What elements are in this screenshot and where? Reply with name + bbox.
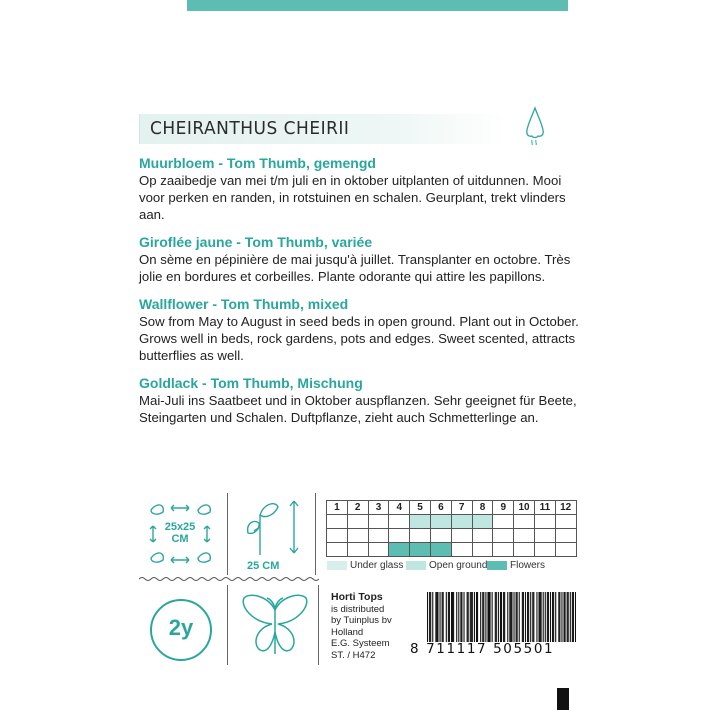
barcode-bar — [488, 592, 489, 642]
section-german — [139, 375, 579, 426]
distributor-brand: Horti Tops — [331, 591, 383, 603]
barcode-bar — [532, 592, 533, 642]
calendar-cell — [430, 529, 451, 543]
barcode-bar — [573, 592, 574, 642]
spacing-unit: CM — [171, 533, 189, 545]
calendar-month: 12 — [555, 501, 576, 515]
distributor-line: is distributed — [331, 603, 385, 615]
barcode-bar — [536, 592, 537, 642]
legend-label: Open ground — [429, 560, 488, 571]
calendar-cell — [493, 515, 514, 529]
barcode-bar — [545, 592, 546, 642]
legend-swatch — [487, 561, 507, 570]
calendar-cell — [472, 515, 493, 529]
barcode-bar — [530, 592, 531, 642]
barcode-bar — [561, 592, 562, 642]
calendar-cell — [451, 515, 472, 529]
barcode-bar — [492, 592, 493, 642]
barcode-bar — [448, 592, 449, 642]
barcode-bar — [501, 592, 502, 642]
section-text-line: jolie en bordures et corbeilles. Plante odorante qui attire les papillons. — [139, 269, 546, 284]
barcode-bar — [572, 592, 573, 642]
top-accent-band — [187, 0, 568, 11]
calendar-cell — [410, 515, 431, 529]
section-text-line: Sow from May to August in seed beds in open ground. Plant out in October. — [139, 314, 579, 329]
barcode-bar — [565, 592, 566, 642]
calendar-cell — [327, 515, 348, 529]
section-text-line: Grows well in beds, rock gardens, pots and edges. Sweet scented, attracts — [139, 331, 576, 346]
legend-open-ground — [406, 560, 487, 571]
barcode-bar — [533, 592, 534, 642]
distributor-line: Holland — [331, 626, 364, 638]
calendar-cell — [389, 543, 410, 557]
barcode-bars — [427, 592, 576, 642]
section-text-line: voor perken en randen, in rotstuinen en schalen. Geurplant, trekt vlinders — [139, 190, 566, 205]
section-text-line: Mai-Juli ins Saatbeet und in Oktober auspflanzen. Sehr geeignet für Beete, — [139, 393, 577, 408]
barcode-bar — [430, 592, 431, 642]
section-title: Wallflower - Tom Thumb, mixed — [139, 296, 349, 312]
calendar-cell — [472, 543, 493, 557]
calendar-cell — [555, 515, 576, 529]
calendar-month: 10 — [514, 501, 535, 515]
calendar-cell — [514, 529, 535, 543]
barcode-bar — [500, 592, 501, 642]
barcode-bar — [510, 592, 511, 642]
barcode-bar — [485, 592, 486, 642]
barcode-bar — [440, 592, 441, 642]
calendar-cell — [493, 529, 514, 543]
section-dutch — [139, 155, 579, 223]
calendar-row — [327, 543, 577, 557]
barcode-bar — [558, 592, 559, 642]
barcode-bar — [543, 592, 544, 642]
barcode-bar — [507, 592, 508, 642]
barcode-bar — [436, 592, 437, 642]
barcode-bar — [552, 592, 553, 642]
calendar-month: 4 — [389, 501, 410, 515]
sowing-depth-icon — [244, 497, 304, 559]
legend-swatch — [406, 561, 426, 570]
barcode-bar — [487, 592, 488, 642]
barcode-number: 8 711117 505501 — [410, 641, 555, 657]
calendar-cell — [410, 543, 431, 557]
lifecycle-label: 2y — [168, 615, 194, 640]
calendar-cell — [327, 543, 348, 557]
barcode-bar — [437, 592, 438, 642]
barcode-bar — [460, 592, 461, 642]
section-french — [139, 234, 579, 285]
sowing-depth-label: 25 CM — [247, 560, 280, 572]
barcode-bar — [443, 592, 444, 642]
barcode-bar — [519, 592, 520, 642]
barcode-bar — [567, 592, 568, 642]
barcode-bar — [525, 592, 526, 642]
section-text-line: butterflies as well. — [139, 348, 244, 363]
calendar-cell — [472, 529, 493, 543]
barcode-bar — [504, 592, 505, 642]
barcode-bar — [541, 592, 542, 642]
barcode-bar — [550, 592, 551, 642]
section-text-line: Steingarten und Schalen. Duftpflanze, zieht auch Schmetterlinge an. — [139, 410, 539, 425]
barcode-bar — [435, 592, 436, 642]
latin-name-banner — [139, 114, 506, 144]
barcode-bar — [468, 592, 469, 642]
calendar-row — [327, 515, 577, 529]
calendar-month: 3 — [368, 501, 389, 515]
barcode-bar — [528, 592, 529, 642]
barcode-bar — [476, 592, 477, 642]
distributor-info — [331, 592, 392, 661]
barcode-bar — [540, 592, 541, 642]
barcode-bar — [477, 592, 478, 642]
barcode-bar — [483, 592, 484, 642]
calendar-cell — [347, 529, 368, 543]
calendar-cell — [493, 543, 514, 557]
divider-vertical — [318, 585, 319, 665]
barcode-bar — [503, 592, 504, 642]
calendar-cell — [368, 543, 389, 557]
barcode-bar — [480, 592, 481, 642]
legend-flowers — [487, 560, 545, 571]
print-register-mark — [557, 688, 569, 710]
barcode-bar — [568, 592, 569, 642]
calendar-cell — [514, 543, 535, 557]
plant-spacing-label — [160, 521, 200, 545]
barcode-bar — [509, 592, 510, 642]
barcode-bar — [495, 592, 496, 642]
calendar-month: 8 — [472, 501, 493, 515]
divider-vertical — [227, 493, 228, 575]
sowing-calendar — [326, 500, 577, 557]
barcode-bar — [523, 592, 524, 642]
barcode-bar — [547, 592, 548, 642]
barcode-bar — [559, 592, 560, 642]
wavy-divider — [139, 576, 319, 582]
calendar-cell — [555, 529, 576, 543]
legend-label: Under glass — [350, 560, 404, 571]
barcode-bar — [446, 592, 447, 642]
latin-name: CHEIRANTHUS CHEIRII — [150, 118, 350, 140]
barcode-bar — [451, 592, 452, 642]
calendar-cell — [514, 515, 535, 529]
section-title: Goldlack - Tom Thumb, Mischung — [139, 375, 363, 391]
barcode-bar — [467, 592, 468, 642]
divider-vertical — [315, 493, 316, 575]
calendar-cell — [451, 529, 472, 543]
calendar-cell — [410, 529, 431, 543]
barcode-bar — [429, 592, 430, 642]
barcode-bar — [496, 592, 497, 642]
barcode-bar — [461, 592, 462, 642]
calendar-row — [327, 529, 577, 543]
distributor-line: ST. / H472 — [331, 649, 376, 661]
calendar-months-row — [327, 501, 577, 515]
barcode-bar — [517, 592, 518, 642]
barcode-bar — [449, 592, 450, 642]
calendar-month: 7 — [451, 501, 472, 515]
lifecycle-badge — [150, 599, 212, 661]
barcode-bar — [516, 592, 517, 642]
section-text-line: Op zaaibedje van mei t/m juli en in oktober uitplanten of uitdunnen. Mooi — [139, 173, 562, 188]
calendar-cell — [451, 543, 472, 557]
calendar-cell — [534, 515, 555, 529]
spacing-value: 25x25 — [164, 521, 196, 533]
barcode-bar — [553, 592, 554, 642]
calendar-cell — [534, 529, 555, 543]
legend-under-glass — [327, 560, 403, 571]
barcode-bar — [575, 592, 576, 642]
barcode-bar — [432, 592, 433, 642]
calendar-cell — [389, 529, 410, 543]
section-title: Giroflée jaune - Tom Thumb, variée — [139, 234, 373, 250]
barcode-bar — [474, 592, 475, 642]
barcode-bar — [513, 592, 514, 642]
calendar-cell — [555, 543, 576, 557]
barcode-bar — [470, 592, 471, 642]
barcode-bar — [570, 592, 571, 642]
barcode-bar — [458, 592, 459, 642]
calendar-cell — [368, 515, 389, 529]
divider-vertical — [227, 585, 228, 665]
calendar-cell — [347, 515, 368, 529]
barcode-bar — [472, 592, 473, 642]
calendar-cell — [389, 515, 410, 529]
barcode-bar — [463, 592, 464, 642]
barcode-bar — [527, 592, 528, 642]
calendar-month: 9 — [493, 501, 514, 515]
barcode-bar — [548, 592, 549, 642]
calendar-month: 11 — [534, 501, 555, 515]
section-english — [139, 296, 579, 364]
barcode-bar — [452, 592, 453, 642]
barcode-bar — [564, 592, 565, 642]
barcode-bar — [456, 592, 457, 642]
calendar-month: 5 — [410, 501, 431, 515]
barcode-bar — [538, 592, 539, 642]
barcode-bar — [555, 592, 556, 642]
barcode-bar — [490, 592, 491, 642]
calendar-month: 6 — [430, 501, 451, 515]
distributor-line: E.G. Systeem — [331, 638, 390, 649]
barcode-bar — [471, 592, 472, 642]
legend-swatch — [327, 561, 347, 570]
barcode-bar — [482, 592, 483, 642]
butterfly-icon — [238, 592, 312, 660]
legend-label: Flowers — [510, 560, 546, 571]
barcode-bar — [511, 592, 512, 642]
section-text-line: On sème en pépinière de mai jusqu'à juillet. Transplanter en octobre. Très — [139, 252, 571, 267]
barcode-bar — [453, 592, 454, 642]
calendar-cell — [347, 543, 368, 557]
calendar-month: 2 — [347, 501, 368, 515]
barcode-bar — [442, 592, 443, 642]
barcode-bar — [522, 592, 523, 642]
section-text-line: aan. — [139, 207, 165, 222]
barcode-bar — [427, 592, 428, 642]
calendar-cell — [430, 515, 451, 529]
distributor-line: by Tuinplus bv — [331, 615, 392, 626]
calendar-cell — [368, 529, 389, 543]
calendar-cell — [534, 543, 555, 557]
barcode-bar — [498, 592, 499, 642]
section-title: Muurbloem - Tom Thumb, gemengd — [139, 155, 376, 171]
fragrance-nose-icon — [522, 106, 548, 146]
calendar-cell — [327, 529, 348, 543]
calendar-cell — [430, 543, 451, 557]
calendar-month: 1 — [327, 501, 348, 515]
